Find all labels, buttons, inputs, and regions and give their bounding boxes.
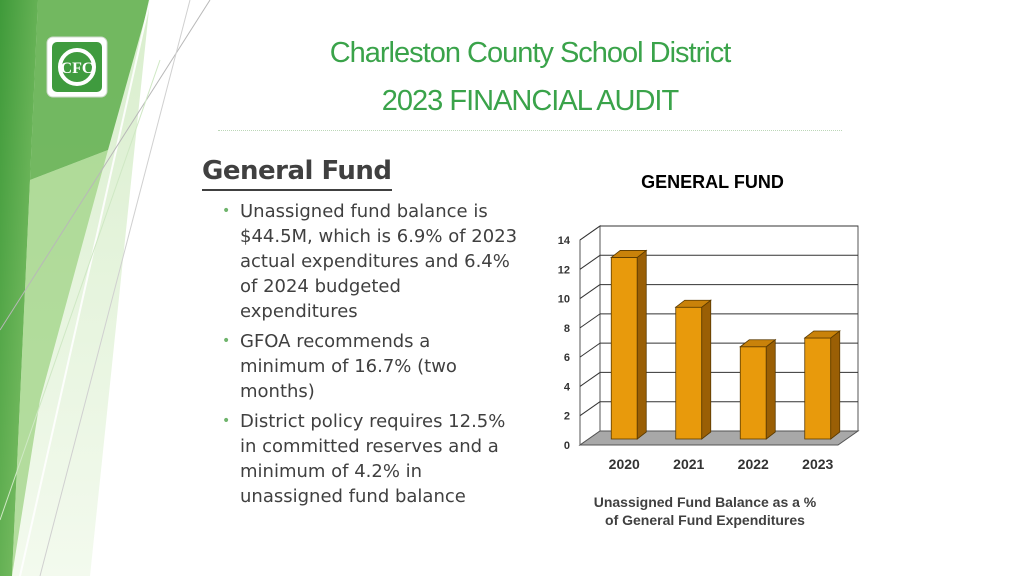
y-tick-label: 6 (563, 352, 570, 365)
x-tick-label: 2023 (802, 456, 834, 472)
bar (805, 338, 831, 439)
y-tick-label: 4 (563, 381, 570, 394)
bar-side (637, 250, 646, 439)
chart-side-wall (580, 226, 600, 445)
y-tick-label: 0 (563, 440, 570, 452)
y-tick-label: 8 (563, 322, 570, 335)
bullet-list (220, 199, 520, 514)
title-divider (218, 130, 842, 131)
bullet-item (220, 409, 520, 509)
y-tick-label: 10 (557, 293, 570, 306)
page-title: Charleston County School District (329, 37, 731, 69)
bar (676, 307, 702, 439)
y-tick-label: 12 (557, 264, 570, 277)
y-tick-label: 14 (557, 235, 570, 247)
bullet-text: GFOA recommends a minimum of 16.7% (two months) (240, 331, 457, 402)
bar-side (766, 340, 775, 439)
y-tick-label: 2 (563, 410, 570, 423)
bar-side (702, 300, 711, 439)
bullet-item (220, 199, 520, 324)
bar (740, 347, 766, 439)
district-logo (46, 36, 108, 98)
chart-caption-line2: of General Fund Expenditures (605, 512, 805, 528)
x-tick-label: 2022 (737, 456, 769, 472)
x-tick-label: 2021 (673, 456, 705, 472)
page-subtitle: 2023 FINANCIAL AUDIT (381, 85, 679, 117)
chart-caption-line1: Unassigned Fund Balance as a % (593, 494, 817, 510)
chart-caption (560, 493, 850, 529)
bar-side (831, 331, 840, 439)
bullet-icon: • (222, 333, 231, 349)
chart-title: GENERAL FUND (641, 172, 784, 192)
bullet-icon: • (222, 203, 231, 219)
bullet-item (220, 329, 520, 404)
bullet-text: District policy requires 12.5% in committed reserves and a minimum of 4.2% in unassigned fund balance (240, 411, 506, 507)
section-heading: General Fund (202, 155, 392, 191)
bullet-text: Unassigned fund balance is $44.5M, which is 6.9% of 2023 actual expenditures and 6.4% of 2024 budgeted expenditures (240, 201, 518, 322)
bar-chart (540, 210, 880, 480)
bullet-icon: • (222, 413, 231, 429)
logo-text: CFC (60, 60, 94, 77)
bar (611, 257, 637, 439)
x-tick-label: 2020 (608, 456, 640, 472)
